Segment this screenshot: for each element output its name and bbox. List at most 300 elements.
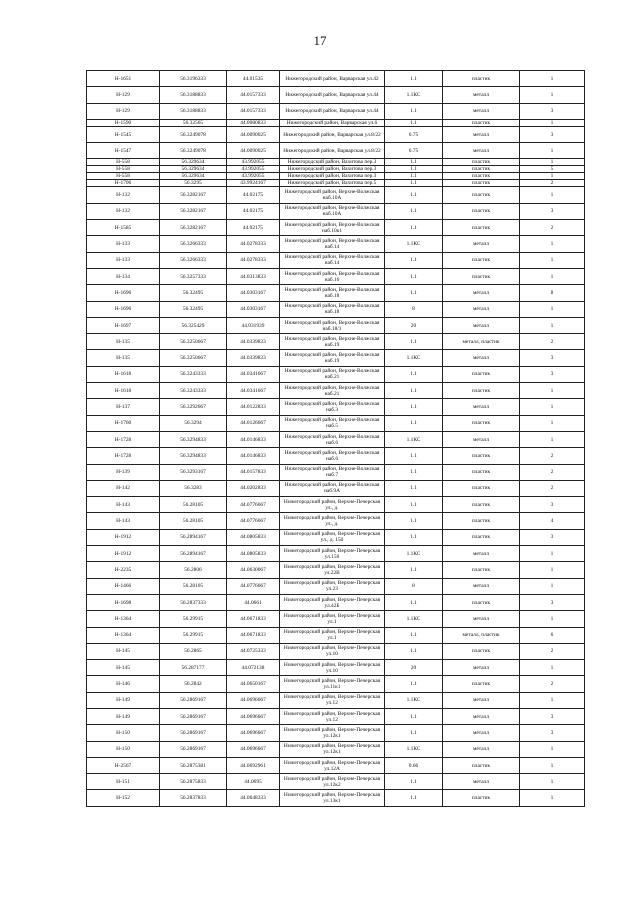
address-cell: Нижегородский район, Верхне-Печерская ул.1: [280, 627, 385, 643]
latitude-cell: 56.3196333: [160, 71, 227, 87]
material-cell: пластик: [443, 676, 520, 692]
latitude-cell: 56.2837333: [160, 594, 227, 610]
table-row: [87, 252, 585, 268]
page-number: 17: [313, 33, 327, 48]
table-row: [87, 562, 585, 578]
longitude-cell: 44.0805833: [227, 546, 280, 562]
table-row: [87, 173, 585, 180]
address-cell: Нижегородский район, Верхне-Печерская ул.12А: [280, 757, 385, 773]
material-cell: пластик: [443, 166, 520, 173]
volume-cell: 1.1: [385, 268, 443, 284]
latitude-cell: 56.3243333: [160, 366, 227, 382]
longitude-cell: 44.072138: [227, 660, 280, 676]
material-cell: металл: [443, 285, 520, 301]
table-row: [87, 529, 585, 545]
material-cell: металл: [443, 660, 520, 676]
address-cell: Нижегородский район, Верхне-Печерская ул.23: [280, 578, 385, 594]
count-cell: 3: [520, 497, 585, 513]
table-row: [87, 676, 585, 692]
site-id-cell: Н-1618: [87, 366, 160, 382]
longitude-cell: 44.0650167: [227, 676, 280, 692]
longitude-cell: 44.0671833: [227, 627, 280, 643]
latitude-cell: 56.2894167: [160, 546, 227, 562]
volume-cell: 1.1: [385, 103, 443, 119]
site-id-cell: Н-558: [87, 159, 160, 166]
latitude-cell: 56.3249078: [160, 126, 227, 142]
count-cell: 1: [520, 383, 585, 399]
count-cell: 1: [520, 562, 585, 578]
address-cell: Нижегородский район, Верхне-Волжская наб.18: [280, 301, 385, 317]
latitude-cell: 56.3282167: [160, 187, 227, 203]
volume-cell: 1.1КС: [385, 87, 443, 103]
site-id-cell: Н-1728: [87, 448, 160, 464]
site-id-cell: Н-133: [87, 236, 160, 252]
volume-cell: 1.1: [385, 220, 443, 236]
volume-cell: 1.1: [385, 774, 443, 790]
table-row: [87, 399, 585, 415]
volume-cell: 1.1: [385, 180, 443, 187]
address-cell: Нижегородский район, Варварская ул.8/22: [280, 126, 385, 142]
volume-cell: 1.1: [385, 334, 443, 350]
table-body: [87, 71, 585, 807]
site-id-cell: Н-152: [87, 790, 160, 806]
volume-cell: 1.1: [385, 627, 443, 643]
latitude-cell: 56.2837833: [160, 790, 227, 806]
volume-cell: 1.1КС: [385, 350, 443, 366]
material-cell: пластик: [443, 415, 520, 431]
address-cell: Нижегородский район, Варварская ул.8/22: [280, 143, 385, 159]
address-cell: Нижегородский район, Варварская ул.6: [280, 119, 385, 126]
volume-cell: 1.1: [385, 480, 443, 496]
address-cell: Нижегородский район, Верхне-Печерская ул.11к1: [280, 676, 385, 692]
table-row: [87, 103, 585, 119]
address-cell: Нижегородский район, Верхне-Печерская ул.10: [280, 660, 385, 676]
site-id-cell: Н-1547: [87, 143, 160, 159]
material-cell: пластик: [443, 119, 520, 126]
table-row: [87, 464, 585, 480]
count-cell: 3: [520, 350, 585, 366]
longitude-cell: 44.02175: [227, 203, 280, 219]
site-id-cell: Н-143: [87, 513, 160, 529]
material-cell: пластик: [443, 180, 520, 187]
address-cell: Нижегородский район, Верхне-Волжская наб.7: [280, 464, 385, 480]
volume-cell: 1.1: [385, 71, 443, 87]
address-cell: Нижегородский район, Верхне-Печерская ул., д.: [280, 513, 385, 529]
site-id-cell: Н-137: [87, 399, 160, 415]
count-cell: 1: [520, 660, 585, 676]
volume-cell: 20: [385, 317, 443, 333]
count-cell: 1: [520, 611, 585, 627]
material-cell: пластик: [443, 643, 520, 659]
latitude-cell: 56.32565: [160, 119, 227, 126]
latitude-cell: 56.29915: [160, 627, 227, 643]
material-cell: металл: [443, 611, 520, 627]
material-cell: металл: [443, 103, 520, 119]
table-row: [87, 187, 585, 203]
count-cell: 5: [520, 166, 585, 173]
latitude-cell: 56.28105: [160, 497, 227, 513]
address-cell: Нижегородский район, Верхне-Волжская наб.21: [280, 383, 385, 399]
address-cell: Нижегородский район, Верхне-Печерская ул.22В: [280, 562, 385, 578]
table-row: [87, 627, 585, 643]
count-cell: 1: [520, 741, 585, 757]
volume-cell: 1.1: [385, 790, 443, 806]
count-cell: 4: [520, 513, 585, 529]
address-cell: Нижегородский район, Верхне-Волжская наб.6: [280, 431, 385, 447]
table-row: [87, 87, 585, 103]
address-cell: Нижегородский район, Верхне-Волжская наб.14: [280, 236, 385, 252]
site-id-cell: Н-132: [87, 203, 160, 219]
longitude-cell: 44.031939: [227, 317, 280, 333]
count-cell: 1: [520, 415, 585, 431]
count-cell: 3: [520, 529, 585, 545]
site-id-cell: Н-142: [87, 480, 160, 496]
volume-cell: 1.1КС: [385, 236, 443, 252]
longitude-cell: 44.0696667: [227, 692, 280, 708]
longitude-cell: 44.0303167: [227, 301, 280, 317]
latitude-cell: 56.3295: [160, 180, 227, 187]
table-row: [87, 285, 585, 301]
material-cell: пластик: [443, 594, 520, 610]
count-cell: 2: [520, 643, 585, 659]
volume-cell: 1.1: [385, 187, 443, 203]
material-cell: пластик: [443, 529, 520, 545]
site-id-cell: Н-1364: [87, 611, 160, 627]
count-cell: 3: [520, 103, 585, 119]
container-sites-table: [86, 70, 585, 807]
count-cell: 3: [520, 366, 585, 382]
table-row: [87, 594, 585, 610]
address-cell: Нижегородский район, Верхне-Волжская наб.19: [280, 350, 385, 366]
count-cell: 1: [520, 790, 585, 806]
material-cell: металл: [443, 578, 520, 594]
material-cell: пластик: [443, 159, 520, 166]
count-cell: 1: [520, 268, 585, 284]
latitude-cell: 56.287177: [160, 660, 227, 676]
latitude-cell: 56.3250667: [160, 350, 227, 366]
longitude-cell: 44.0776667: [227, 513, 280, 529]
volume-cell: 1.1: [385, 464, 443, 480]
count-cell: 2: [520, 220, 585, 236]
site-id-cell: Н-149: [87, 708, 160, 724]
longitude-cell: 44.0725333: [227, 643, 280, 659]
site-id-cell: Н-1706: [87, 180, 160, 187]
table-row: [87, 119, 585, 126]
longitude-cell: 44.0695: [227, 774, 280, 790]
count-cell: 6: [520, 627, 585, 643]
count-cell: 2: [520, 676, 585, 692]
longitude-cell: 43.9924167: [227, 180, 280, 187]
site-id-cell: Н-151: [87, 774, 160, 790]
table-row: [87, 774, 585, 790]
volume-cell: 8: [385, 578, 443, 594]
longitude-cell: 44.0126667: [227, 415, 280, 431]
material-cell: пластик: [443, 187, 520, 203]
latitude-cell: 56.32495: [160, 301, 227, 317]
latitude-cell: 56.2875833: [160, 774, 227, 790]
address-cell: Нижегородский район, Верхне-Волжская наб.5: [280, 415, 385, 431]
site-id-cell: Н-150: [87, 725, 160, 741]
table-row: [87, 725, 585, 741]
count-cell: 3: [520, 203, 585, 219]
material-cell: металл: [443, 126, 520, 142]
site-id-cell: Н-1697: [87, 317, 160, 333]
site-id-cell: Н-1696: [87, 301, 160, 317]
latitude-cell: 56.2869167: [160, 708, 227, 724]
table-row: [87, 480, 585, 496]
address-cell: Нижегородский район, Верхне-Печерская ул.12: [280, 692, 385, 708]
count-cell: 1: [520, 546, 585, 562]
table-row: [87, 611, 585, 627]
longitude-cell: 44.0278333: [227, 252, 280, 268]
count-cell: 1: [520, 159, 585, 166]
address-cell: Нижегородский район, Верхне-Печерская ул.12к1: [280, 741, 385, 757]
count-cell: 3: [520, 594, 585, 610]
site-id-cell: Н-145: [87, 660, 160, 676]
table-row: [87, 431, 585, 447]
count-cell: 1: [520, 317, 585, 333]
table-row: [87, 546, 585, 562]
table-row: [87, 203, 585, 219]
longitude-cell: 44.0339833: [227, 350, 280, 366]
latitude-cell: 56.28105: [160, 513, 227, 529]
latitude-cell: 56.3282167: [160, 220, 227, 236]
material-cell: металл, пластик: [443, 334, 520, 350]
material-cell: пластик: [443, 757, 520, 773]
site-id-cell: Н-1760: [87, 415, 160, 431]
latitude-cell: 56.3294: [160, 415, 227, 431]
volume-cell: 1.1: [385, 448, 443, 464]
volume-cell: 1.1: [385, 562, 443, 578]
address-cell: Нижегородский район, Верхне-Волжская наб.9А: [280, 480, 385, 496]
latitude-cell: 56.2842: [160, 676, 227, 692]
table-row: [87, 301, 585, 317]
material-cell: пластик: [443, 71, 520, 87]
address-cell: Нижегородский район, Верхне-Печерская ул.1: [280, 611, 385, 627]
latitude-cell: 56.3188833: [160, 87, 227, 103]
latitude-cell: 56.2875381: [160, 757, 227, 773]
longitude-cell: 44.0341667: [227, 366, 280, 382]
table-row: [87, 317, 585, 333]
longitude-cell: 44.0157333: [227, 103, 280, 119]
latitude-cell: 56.2865: [160, 643, 227, 659]
latitude-cell: 56.329634: [160, 159, 227, 166]
address-cell: Нижегородский район, Верхне-Печерская ул.12к1: [280, 725, 385, 741]
volume-cell: 1.1КС: [385, 431, 443, 447]
count-cell: 1: [520, 252, 585, 268]
longitude-cell: 43.992055: [227, 159, 280, 166]
table-row: [87, 692, 585, 708]
site-id-cell: Н-2567: [87, 757, 160, 773]
longitude-cell: 44.0278333: [227, 236, 280, 252]
volume-cell: 1.1: [385, 725, 443, 741]
table-row: [87, 350, 585, 366]
material-cell: пластик: [443, 513, 520, 529]
material-cell: металл: [443, 741, 520, 757]
volume-cell: 1.1: [385, 529, 443, 545]
latitude-cell: 56.329634: [160, 166, 227, 173]
site-id-cell: Н-1618: [87, 383, 160, 399]
site-id-cell: Н-1590: [87, 119, 160, 126]
count-cell: 1: [520, 692, 585, 708]
address-cell: Нижегородский район, Верхне-Волжская наб.16: [280, 268, 385, 284]
material-cell: металл: [443, 399, 520, 415]
count-cell: 1: [520, 119, 585, 126]
address-cell: Нижегородский район, Верхне-Волжская наб.14: [280, 252, 385, 268]
address-cell: Нижегородский район, Верхне-Печерская ул.12: [280, 708, 385, 724]
table-row: [87, 660, 585, 676]
count-cell: 1: [520, 236, 585, 252]
volume-cell: 1.1: [385, 497, 443, 513]
count-cell: 2: [520, 480, 585, 496]
material-cell: металл: [443, 317, 520, 333]
latitude-cell: 56.28105: [160, 578, 227, 594]
address-cell: Нижегородский район, Верхне-Печерская ул.10: [280, 643, 385, 659]
count-cell: 3: [520, 126, 585, 142]
latitude-cell: 56.329634: [160, 173, 227, 180]
volume-cell: 1.1: [385, 643, 443, 659]
table-row: [87, 757, 585, 773]
site-id-cell: Н-135: [87, 350, 160, 366]
latitude-cell: 56.2894167: [160, 529, 227, 545]
address-cell: Нижегородский район, Вахитова пер.3: [280, 159, 385, 166]
volume-cell: 0.66: [385, 757, 443, 773]
volume-cell: 8: [385, 301, 443, 317]
table-row: [87, 159, 585, 166]
material-cell: металл: [443, 708, 520, 724]
site-id-cell: Н-1364: [87, 627, 160, 643]
material-cell: пластик: [443, 448, 520, 464]
latitude-cell: 56.3266333: [160, 236, 227, 252]
site-id-cell: Н-1585: [87, 220, 160, 236]
volume-cell: 1.1: [385, 366, 443, 382]
site-id-cell: Н-133: [87, 252, 160, 268]
table-row: [87, 448, 585, 464]
site-id-cell: Н-558: [87, 166, 160, 173]
volume-cell: 1.1: [385, 159, 443, 166]
material-cell: металл: [443, 87, 520, 103]
site-id-cell: Н-150: [87, 741, 160, 757]
longitude-cell: 44.0648333: [227, 790, 280, 806]
longitude-cell: 44.02175: [227, 187, 280, 203]
table-row: [87, 366, 585, 382]
material-cell: пластик: [443, 562, 520, 578]
volume-cell: 1.1: [385, 173, 443, 180]
site-id-cell: Н-1696: [87, 285, 160, 301]
address-cell: Нижегородский район, Верхне-Волжская наб.10А: [280, 187, 385, 203]
count-cell: 2: [520, 334, 585, 350]
address-cell: Нижегородский район, Верхне-Печерская ул.150: [280, 546, 385, 562]
longitude-cell: 44.0090025: [227, 143, 280, 159]
longitude-cell: 44.0202833: [227, 480, 280, 496]
volume-cell: 1.1: [385, 594, 443, 610]
longitude-cell: 44.0696667: [227, 725, 280, 741]
volume-cell: 1.1: [385, 119, 443, 126]
longitude-cell: 44.0696667: [227, 741, 280, 757]
table-row: [87, 126, 585, 142]
latitude-cell: 56.3283: [160, 480, 227, 496]
longitude-cell: 44.0661: [227, 594, 280, 610]
longitude-cell: 44.0157333: [227, 87, 280, 103]
longitude-cell: 44.01535: [227, 71, 280, 87]
material-cell: пластик: [443, 173, 520, 180]
table-row: [87, 166, 585, 173]
site-id-cell: Н-1651: [87, 71, 160, 87]
address-cell: Нижегородский район, Верхне-Печерская ул., д.: [280, 497, 385, 513]
table-row: [87, 143, 585, 159]
count-cell: 1: [520, 173, 585, 180]
site-id-cell: Н-129: [87, 87, 160, 103]
material-cell: металл: [443, 236, 520, 252]
address-cell: Нижегородский район, Вахитова пер.5: [280, 180, 385, 187]
address-cell: Нижегородский район, Варварская ул.44: [280, 103, 385, 119]
longitude-cell: 44.0090025: [227, 126, 280, 142]
table-row: [87, 708, 585, 724]
site-id-cell: Н-1698: [87, 594, 160, 610]
longitude-cell: 43.992055: [227, 173, 280, 180]
longitude-cell: 44.0339833: [227, 334, 280, 350]
material-cell: пластик: [443, 252, 520, 268]
latitude-cell: 56.3243333: [160, 383, 227, 399]
count-cell: 1: [520, 143, 585, 159]
longitude-cell: 44.0341667: [227, 383, 280, 399]
site-id-cell: Н-1912: [87, 529, 160, 545]
material-cell: металл: [443, 301, 520, 317]
volume-cell: 1.1: [385, 513, 443, 529]
site-id-cell: Н-1728: [87, 431, 160, 447]
table-row: [87, 497, 585, 513]
material-cell: металл: [443, 725, 520, 741]
longitude-cell: 44.0671833: [227, 611, 280, 627]
volume-cell: 0.75: [385, 126, 443, 142]
address-cell: Нижегородский район, Верхне-Волжская наб.18/1: [280, 317, 385, 333]
latitude-cell: 56.3250667: [160, 334, 227, 350]
count-cell: 2: [520, 464, 585, 480]
latitude-cell: 56.2806: [160, 562, 227, 578]
latitude-cell: 56.3266333: [160, 252, 227, 268]
site-id-cell: Н-143: [87, 497, 160, 513]
volume-cell: 1.1: [385, 252, 443, 268]
latitude-cell: 56.3257333: [160, 268, 227, 284]
latitude-cell: 56.3294833: [160, 431, 227, 447]
address-cell: Нижегородский район, Верхне-Печерская ул.12к2: [280, 774, 385, 790]
material-cell: пластик: [443, 366, 520, 382]
latitude-cell: 56.3292667: [160, 399, 227, 415]
site-id-cell: Н-134: [87, 268, 160, 284]
volume-cell: 0.75: [385, 143, 443, 159]
table-row: [87, 236, 585, 252]
address-cell: Нижегородский район, Верхне-Волжская наб.6: [280, 448, 385, 464]
table-row: [87, 578, 585, 594]
count-cell: 1: [520, 87, 585, 103]
count-cell: 3: [520, 708, 585, 724]
address-cell: Нижегородский район, Верхне-Волжская наб.19: [280, 334, 385, 350]
volume-cell: 1.1КС: [385, 741, 443, 757]
latitude-cell: 56.3282167: [160, 203, 227, 219]
table-row: [87, 741, 585, 757]
volume-cell: 1.1: [385, 708, 443, 724]
table-row: [87, 334, 585, 350]
site-id-cell: Н-135: [87, 334, 160, 350]
site-id-cell: Н-149: [87, 692, 160, 708]
site-id-cell: Н-146: [87, 676, 160, 692]
latitude-cell: 56.32495: [160, 285, 227, 301]
longitude-cell: 44.0630067: [227, 562, 280, 578]
material-cell: металл: [443, 546, 520, 562]
address-cell: Нижегородский район, Верхне-Волжская наб.18: [280, 285, 385, 301]
latitude-cell: 56.3293167: [160, 464, 227, 480]
address-cell: Нижегородский район, Верхне-Волжская наб.3: [280, 399, 385, 415]
